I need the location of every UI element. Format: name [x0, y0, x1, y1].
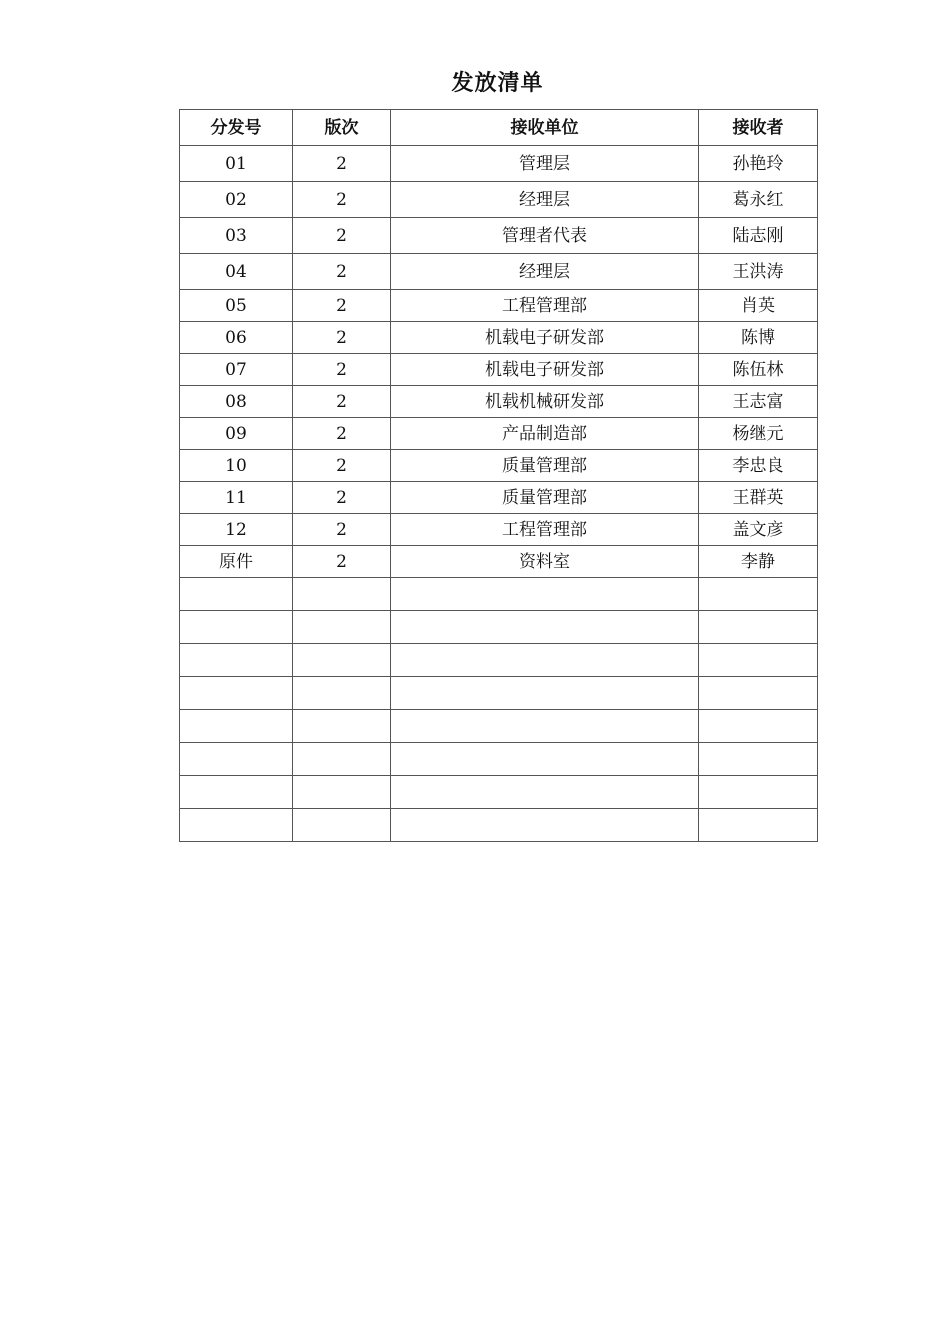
empty-row	[180, 743, 818, 776]
empty-row	[180, 644, 818, 677]
cell-unit: 工程管理部	[391, 290, 699, 322]
table-row	[180, 482, 818, 514]
empty-cell	[293, 710, 391, 743]
empty-cell	[699, 611, 818, 644]
cell-edition: 2	[293, 418, 391, 450]
empty-cell	[699, 677, 818, 710]
cell-receiver: 陈伍林	[699, 354, 818, 386]
table-row	[180, 514, 818, 546]
cell-no: 06	[180, 322, 293, 354]
table-row	[180, 546, 818, 578]
table-row	[180, 290, 818, 322]
empty-cell	[391, 776, 699, 809]
cell-receiver: 肖英	[699, 290, 818, 322]
table-row	[180, 418, 818, 450]
empty-cell	[699, 809, 818, 842]
cell-unit: 工程管理部	[391, 514, 699, 546]
empty-cell	[293, 611, 391, 644]
empty-cell	[391, 611, 699, 644]
cell-receiver: 葛永红	[699, 182, 818, 218]
cell-no: 03	[180, 218, 293, 254]
cell-no: 12	[180, 514, 293, 546]
empty-cell	[391, 809, 699, 842]
cell-edition: 2	[293, 254, 391, 290]
table-header-row	[180, 110, 818, 146]
table-row	[180, 254, 818, 290]
empty-cell	[391, 578, 699, 611]
header-receiver: 接收者	[699, 110, 818, 146]
cell-edition: 2	[293, 182, 391, 218]
cell-no: 05	[180, 290, 293, 322]
cell-unit: 管理层	[391, 146, 699, 182]
cell-unit: 质量管理部	[391, 450, 699, 482]
header-receiving-unit: 接收单位	[391, 110, 699, 146]
cell-no: 原件	[180, 546, 293, 578]
cell-no: 08	[180, 386, 293, 418]
cell-no: 09	[180, 418, 293, 450]
cell-no: 07	[180, 354, 293, 386]
table-row	[180, 322, 818, 354]
empty-cell	[391, 743, 699, 776]
table-row	[180, 182, 818, 218]
cell-edition: 2	[293, 450, 391, 482]
empty-row	[180, 809, 818, 842]
empty-cell	[699, 776, 818, 809]
empty-row	[180, 710, 818, 743]
cell-edition: 2	[293, 482, 391, 514]
cell-no: 10	[180, 450, 293, 482]
cell-edition: 2	[293, 218, 391, 254]
empty-cell	[391, 677, 699, 710]
empty-cell	[180, 677, 293, 710]
empty-row	[180, 578, 818, 611]
empty-cell	[699, 578, 818, 611]
cell-receiver: 陈博	[699, 322, 818, 354]
empty-cell	[293, 776, 391, 809]
empty-row	[180, 677, 818, 710]
empty-cell	[391, 710, 699, 743]
empty-cell	[699, 710, 818, 743]
empty-cell	[180, 809, 293, 842]
empty-cell	[180, 611, 293, 644]
empty-cell	[180, 710, 293, 743]
cell-unit: 机载电子研发部	[391, 354, 699, 386]
cell-no: 11	[180, 482, 293, 514]
cell-receiver: 王群英	[699, 482, 818, 514]
empty-cell	[180, 776, 293, 809]
cell-receiver: 孙艳玲	[699, 146, 818, 182]
cell-edition: 2	[293, 514, 391, 546]
cell-no: 04	[180, 254, 293, 290]
table-row	[180, 354, 818, 386]
empty-cell	[293, 677, 391, 710]
cell-receiver: 杨继元	[699, 418, 818, 450]
header-edition: 版次	[293, 110, 391, 146]
cell-edition: 2	[293, 290, 391, 322]
empty-cell	[391, 644, 699, 677]
empty-cell	[180, 578, 293, 611]
table-row	[180, 146, 818, 182]
cell-edition: 2	[293, 386, 391, 418]
table-row	[180, 218, 818, 254]
cell-edition: 2	[293, 322, 391, 354]
cell-unit: 资料室	[391, 546, 699, 578]
empty-row	[180, 776, 818, 809]
cell-receiver: 李忠良	[699, 450, 818, 482]
cell-no: 02	[180, 182, 293, 218]
cell-edition: 2	[293, 146, 391, 182]
table-row	[180, 386, 818, 418]
empty-cell	[293, 743, 391, 776]
cell-unit: 机载机械研发部	[391, 386, 699, 418]
empty-cell	[699, 644, 818, 677]
header-distribution-no: 分发号	[180, 110, 293, 146]
cell-no: 01	[180, 146, 293, 182]
cell-receiver: 盖文彦	[699, 514, 818, 546]
empty-cell	[180, 644, 293, 677]
cell-unit: 管理者代表	[391, 218, 699, 254]
table-row	[180, 450, 818, 482]
page-title: 发放清单	[451, 71, 544, 96]
empty-cell	[293, 644, 391, 677]
distribution-table	[179, 109, 818, 842]
empty-cell	[699, 743, 818, 776]
cell-unit: 经理层	[391, 254, 699, 290]
cell-unit: 产品制造部	[391, 418, 699, 450]
empty-cell	[293, 809, 391, 842]
cell-edition: 2	[293, 546, 391, 578]
cell-receiver: 陆志刚	[699, 218, 818, 254]
cell-receiver: 李静	[699, 546, 818, 578]
cell-receiver: 王志富	[699, 386, 818, 418]
empty-cell	[180, 743, 293, 776]
empty-row	[180, 611, 818, 644]
empty-cell	[293, 578, 391, 611]
cell-receiver: 王洪涛	[699, 254, 818, 290]
cell-unit: 机载电子研发部	[391, 322, 699, 354]
cell-unit: 经理层	[391, 182, 699, 218]
cell-edition: 2	[293, 354, 391, 386]
cell-unit: 质量管理部	[391, 482, 699, 514]
